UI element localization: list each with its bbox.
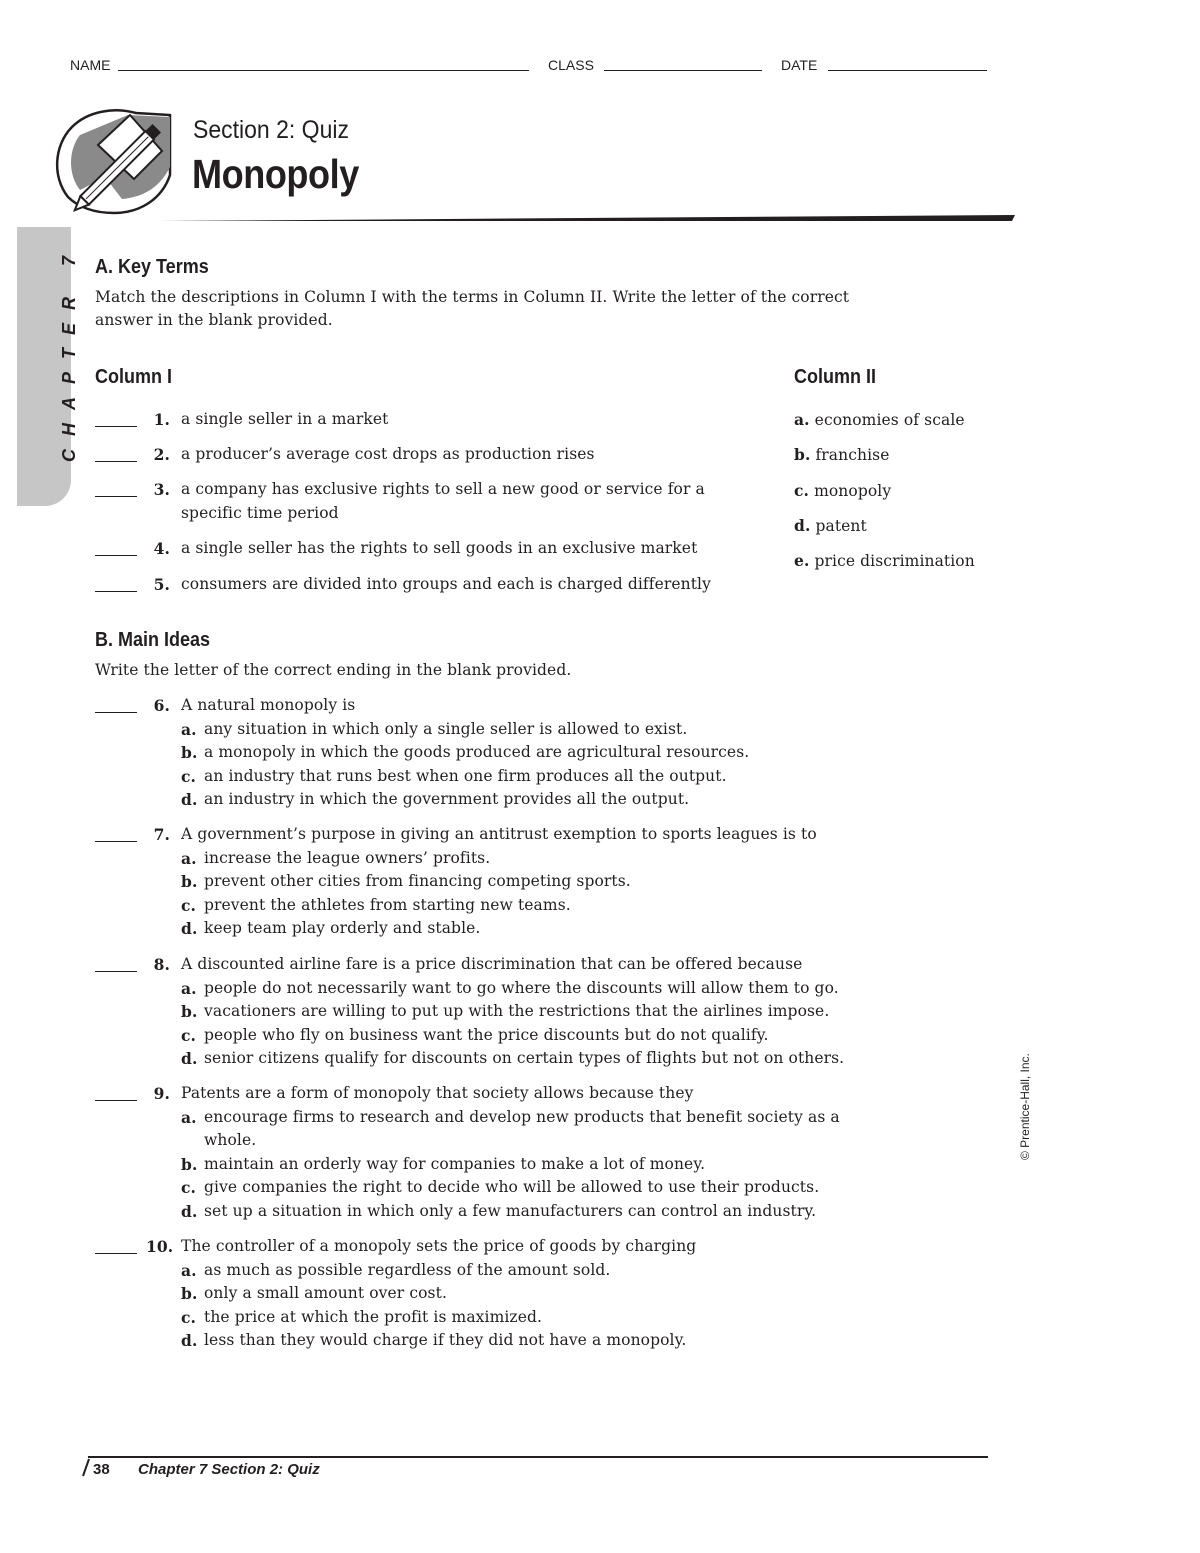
pencil-logo-icon (50, 105, 180, 220)
option-text: people who fly on business want the price discounts but do not qualify. (204, 1025, 769, 1044)
footer-slash-icon (80, 1458, 92, 1478)
option-letter: a. (181, 719, 197, 739)
term-text: monopoly (809, 481, 892, 500)
option-letter: c. (181, 1178, 197, 1197)
term-letter: b. (794, 445, 811, 465)
question-stem: A government’s purpose in giving an antitrust exemption to sports leagues is to (181, 825, 817, 843)
option-text: the price at which the profit is maximized. (204, 1307, 543, 1326)
main-ideas-heading: B. Main Ideas (95, 629, 211, 651)
option-text: senior citizens qualify for discounts on certain types of flights but not on others. (204, 1049, 845, 1067)
page-title: Monopoly (192, 151, 359, 197)
option-text: maintain an orderly way for companies to make a lot of money. (204, 1154, 706, 1173)
option-letter: a. (181, 848, 197, 868)
option-letter: c. (181, 766, 197, 786)
item-number: 1. (153, 410, 170, 429)
option-letter: a. (181, 1107, 197, 1127)
item-number: 2. (153, 445, 170, 464)
question-stem: Patents are a form of monopoly that society allows because they (181, 1084, 694, 1102)
item-description: a producer’s average cost drops as production rises (181, 445, 595, 463)
option-text: give companies the right to decide who will be allowed to use their products. (204, 1178, 820, 1196)
option-letter: b. (181, 872, 198, 891)
class-label: CLASS (548, 57, 594, 73)
name-field[interactable] (118, 70, 529, 71)
option-text: prevent the athletes from starting new teams. (204, 895, 571, 914)
key-terms-instructions-2: answer in the blank provided. (95, 311, 333, 329)
term-item (794, 408, 965, 433)
option-text: an industry in which the government provides all the output. (204, 790, 690, 808)
answer-blank[interactable] (95, 426, 137, 427)
option-text: any situation in which only a single seller is allowed to exist. (204, 719, 688, 738)
answer-blank[interactable] (95, 712, 137, 713)
option-text: prevent other cities from financing competing sports. (204, 872, 631, 890)
term-text: economies of scale (809, 411, 965, 429)
term-letter: a. (794, 410, 810, 429)
chapter-tab-label: CHAPTER 7 (59, 242, 79, 462)
answer-blank[interactable] (95, 971, 137, 972)
page-number: 38 (93, 1461, 110, 1478)
question-number: 8. (153, 955, 170, 974)
key-terms-heading: A. Key Terms (95, 256, 209, 278)
item-description: specific time period (181, 503, 339, 522)
option-letter: d. (181, 919, 198, 938)
term-item (794, 443, 889, 468)
item-description: a company has exclusive rights to sell a new good or service for a (181, 480, 705, 498)
main-ideas-instructions: Write the letter of the correct ending in the blank provided. (95, 661, 572, 679)
footer-label: Chapter 7 Section 2: Quiz (138, 1461, 320, 1478)
item-description: consumers are divided into groups and each is charged differently (181, 575, 711, 593)
title-rule (160, 212, 1020, 226)
option-text: as much as possible regardless of the amount sold. (204, 1260, 611, 1279)
question-number: 10. (146, 1237, 174, 1256)
option-letter: c. (181, 1025, 197, 1045)
option-text: a monopoly in which the goods produced are agricultural resources. (204, 743, 750, 761)
answer-blank[interactable] (95, 1253, 137, 1254)
option-letter: d. (181, 1201, 198, 1221)
name-label: NAME (70, 57, 111, 73)
term-item (794, 549, 975, 574)
date-field[interactable] (828, 70, 987, 71)
item-description: a single seller has the rights to sell goods in an exclusive market (181, 539, 698, 557)
term-text: franchise (810, 446, 890, 465)
option-text: whole. (204, 1131, 257, 1149)
answer-blank[interactable] (95, 1100, 137, 1101)
item-number: 3. (153, 480, 170, 499)
option-text: increase the league owners’ profits. (204, 848, 491, 867)
option-text: people do not necessarily want to go where the discounts will allow them to go. (204, 978, 839, 997)
item-description: a single seller in a market (181, 410, 389, 428)
option-text: less than they would charge if they did not have a monopoly. (204, 1331, 687, 1349)
answer-blank[interactable] (95, 461, 137, 462)
option-text: an industry that runs best when one firm produces all the output. (204, 766, 727, 785)
key-terms-instructions-1: Match the descriptions in Column I with the terms in Column II. Write the letter of the correct (95, 288, 850, 306)
option-letter: c. (181, 895, 197, 915)
option-letter: a. (181, 1260, 197, 1280)
option-letter: d. (181, 1049, 198, 1068)
term-text: patent (810, 516, 867, 535)
term-item (794, 479, 891, 504)
option-text: vacationers are willing to put up with the restrictions that the airlines impose. (204, 1002, 830, 1020)
term-letter: d. (794, 515, 811, 535)
option-letter: c. (181, 1307, 197, 1327)
class-field[interactable] (604, 70, 762, 71)
option-text: set up a situation in which only a few manufacturers can control an industry. (204, 1201, 817, 1220)
item-number: 5. (153, 575, 170, 594)
question-number: 9. (153, 1084, 170, 1103)
question-stem: A natural monopoly is (181, 696, 356, 714)
option-text: keep team play orderly and stable. (204, 919, 481, 937)
question-number: 7. (153, 825, 170, 844)
answer-blank[interactable] (95, 841, 137, 842)
option-letter: b. (181, 1154, 198, 1174)
option-letter: b. (181, 1002, 198, 1021)
option-letter: d. (181, 1331, 198, 1350)
question-stem: A discounted airline fare is a price discrimination that can be offered because (181, 955, 803, 973)
option-text: only a small amount over cost. (204, 1284, 447, 1302)
option-letter: b. (181, 1284, 198, 1303)
option-letter: b. (181, 743, 198, 762)
term-letter: e. (794, 551, 810, 571)
answer-blank[interactable] (95, 555, 137, 556)
question-stem: The controller of a monopoly sets the price of goods by charging (181, 1237, 697, 1255)
column-ii-heading: Column II (794, 366, 876, 388)
answer-blank[interactable] (95, 496, 137, 497)
term-item (794, 514, 867, 539)
option-text: encourage firms to research and develop new products that benefit society as a (204, 1107, 840, 1126)
copyright-notice: © Prentice-Hall, Inc. (1018, 1053, 1032, 1160)
column-i-heading: Column I (95, 366, 172, 388)
question-number: 6. (153, 696, 170, 715)
footer-rule (88, 1456, 988, 1458)
term-letter: c. (794, 480, 810, 500)
answer-blank[interactable] (95, 591, 137, 592)
item-number: 4. (153, 539, 170, 558)
term-text: price discrimination (809, 552, 975, 571)
section-title: Section 2: Quiz (193, 116, 349, 144)
date-label: DATE (781, 57, 818, 73)
option-letter: d. (181, 790, 198, 809)
option-letter: a. (181, 978, 197, 998)
